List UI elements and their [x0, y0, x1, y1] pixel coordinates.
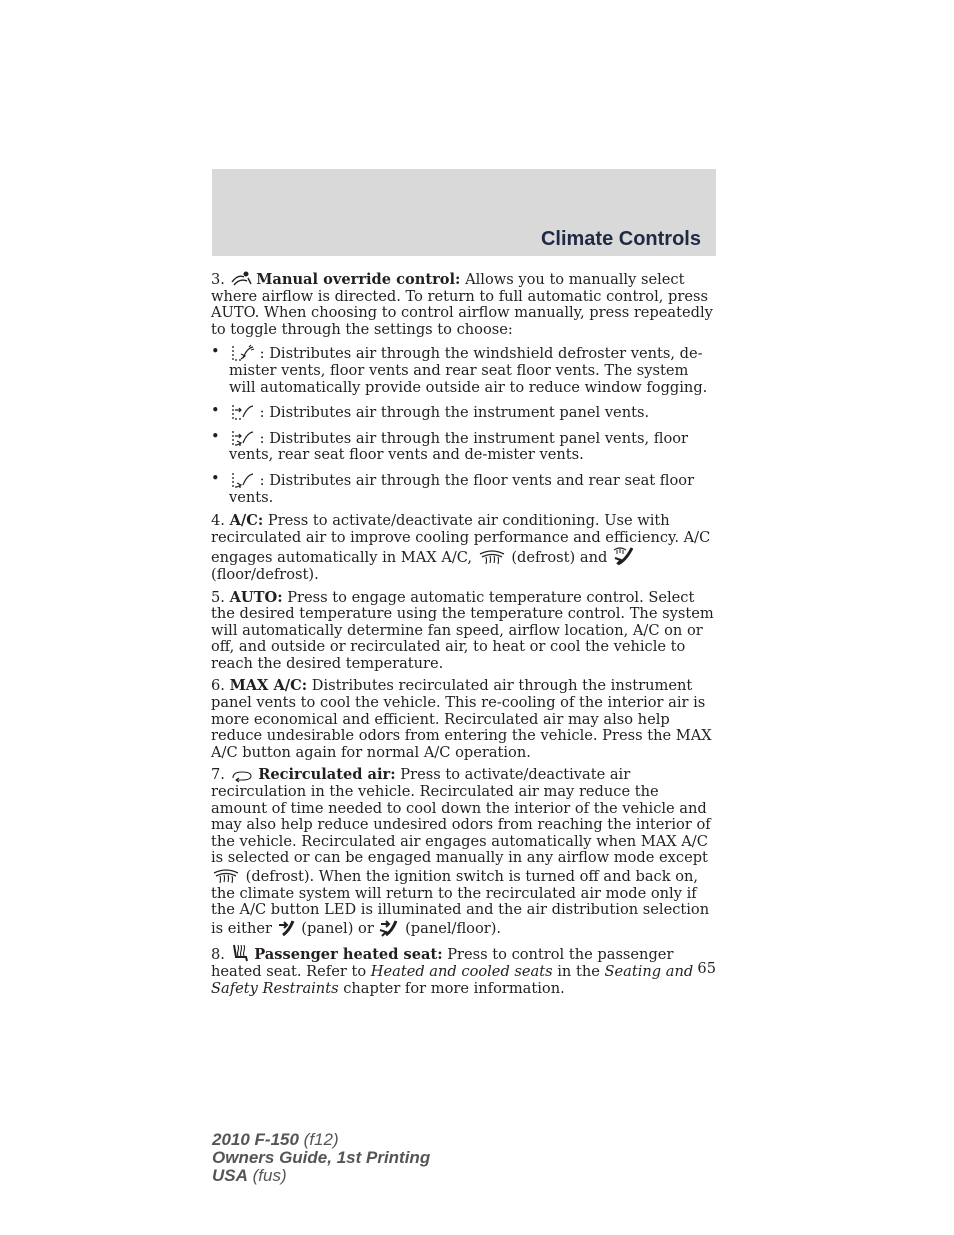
defrost-icon [477, 548, 507, 566]
item-text: (defrost) and [506, 549, 608, 567]
item-text: (panel) or [296, 919, 374, 937]
item-label: Manual override control: [256, 271, 461, 288]
item-number: 5. [211, 588, 225, 606]
item-4 [211, 513, 717, 583]
panel-mode-icon [229, 403, 255, 421]
item-text: (defrost). When the ignition switch is turned off and back on, the climate system will return to the recirculated air mode only if the A/C button LED is illuminated and the air distribution selection is either [211, 868, 710, 937]
cross-reference: Heated and cooled seats [370, 962, 553, 980]
list-item-text: : Distributes air through the instrument panel vents. [255, 404, 650, 422]
item-text: Press to activate/deactivate air recirculation in the vehicle. Recirculated air may reduce the amount of time needed to cool down the interior of the vehicle and may also help reduce undesired odors from reaching the interior of the vehicle. Recirculated air engages automatically when MAX A/C is selected or can be engaged manually in any airflow mode except [211, 766, 711, 867]
item-5 [211, 590, 717, 673]
recirculation-icon [230, 769, 254, 783]
floor-mode-icon [229, 471, 255, 489]
item-number: 8. [211, 946, 225, 964]
item-text: in the [552, 962, 605, 980]
item-label: Recirculated air: [258, 766, 396, 784]
floor-defrost-icon [612, 546, 634, 566]
item-label: A/C: [229, 512, 264, 530]
manual-override-icon [230, 270, 252, 288]
item-number: 4. [211, 512, 225, 530]
list-item-text: : Distributes air through the floor vents and rear seat floor vents. [229, 471, 695, 506]
cross-reference: Seating and Safety Restraints [211, 962, 694, 997]
panel-floor-icon [378, 919, 400, 937]
item-label: Passenger heated seat: [254, 946, 443, 964]
item-number: 3. [211, 271, 225, 288]
footer-line-1: 2010 F-150 (f12) [212, 1130, 339, 1149]
item-text: (panel/floor). [400, 919, 502, 937]
item-number: 7. [211, 766, 225, 784]
panel-icon [277, 919, 297, 937]
item-text: (floor/defrost). [211, 565, 319, 583]
heated-seat-icon [230, 943, 250, 963]
bullet: • [211, 469, 220, 487]
chapter-header [212, 169, 716, 256]
footer-line-3: USA (fus) [212, 1166, 287, 1185]
defrost-floor-mode-icon [229, 344, 255, 362]
bullet: • [211, 402, 220, 420]
item-6 [211, 678, 717, 761]
list-item-text: : Distributes air through the windshield defroster vents, de-mister vents, floor vents and rear seat floor vents. The system will automatically provide outside air to reduce window fogging. [229, 345, 708, 396]
item-text: Allows you to manually select where airflow is directed. To return to full automatic control, press AUTO. When choosing to control airflow manually, press repeatedly to toggle through the settings to choose: [211, 271, 713, 338]
item-8 [211, 943, 717, 997]
item-label: AUTO: [229, 588, 283, 606]
airflow-mode-list [211, 344, 717, 506]
bullet: • [211, 343, 220, 361]
list-item [211, 429, 717, 464]
page-content [211, 270, 717, 1003]
page-number: 65 [697, 960, 716, 977]
item-text: Distributes recirculated air through the instrument panel vents to cool the vehicle. This re-cooling of the interior air is more economical and efficient. Recirculated air may also help reduce undesirable odors from entering the vehicle. Press the MAX A/C button again for normal A/C operation. [211, 677, 712, 761]
panel-floor-mode-icon [229, 429, 255, 447]
footer [212, 1131, 430, 1185]
item-text: Press to activate/deactivate air conditioning. Use with recirculated air to improve cooling performance and efficiency. A/C engages automatically in MAX A/C, [211, 512, 711, 567]
item-7 [211, 767, 717, 937]
item-text: Press to control the passenger heated seat. Refer to [211, 946, 674, 980]
item-number: 6. [211, 677, 225, 695]
item-text: chapter for more information. [338, 979, 565, 997]
defrost-icon [211, 867, 241, 885]
item-label: MAX A/C: [229, 677, 308, 695]
chapter-title: Climate Controls [540, 228, 701, 250]
list-item [211, 344, 717, 396]
list-item [211, 471, 717, 506]
footer-line-2: Owners Guide, 1st Printing [212, 1148, 431, 1167]
item-3 [211, 270, 717, 338]
list-item-text: : Distributes air through the instrument panel vents, floor vents, rear seat floor vents and de-mister vents. [229, 429, 689, 464]
item-text: Press to engage automatic temperature control. Select the desired temperature using the temperature control. The system will automatically determine fan speed, airflow location, A/C on or off, and outside or recirculated air, to heat or cool the vehicle to reach the desired temperature. [211, 588, 714, 672]
list-item [211, 403, 717, 422]
bullet: • [211, 427, 220, 445]
